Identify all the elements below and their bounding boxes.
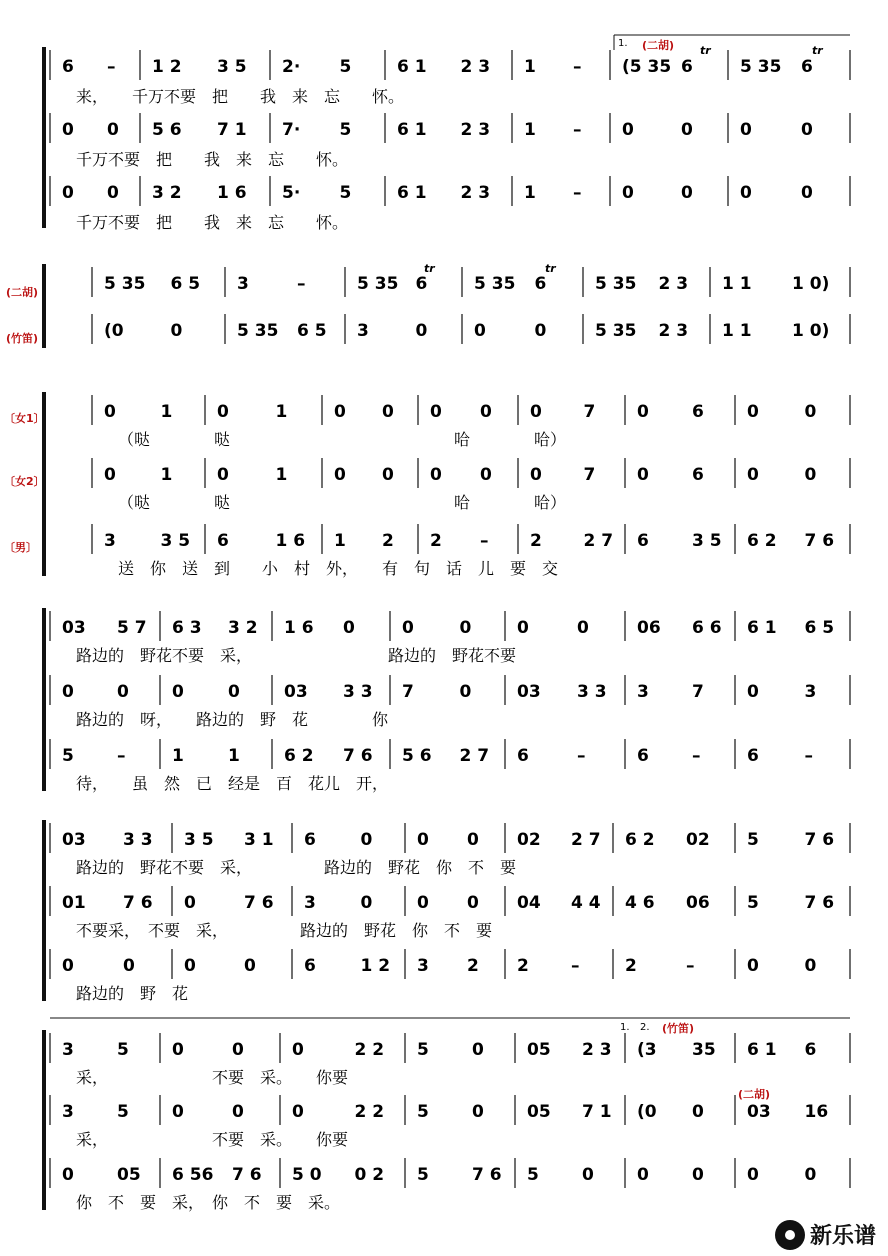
note: 1: [275, 402, 288, 422]
note: 0: [480, 465, 492, 485]
note: 6 56: [172, 1165, 214, 1185]
note: 0 2: [354, 1165, 385, 1185]
lyrics-line: 路边的 呀， 路边的 野 花 你: [76, 710, 389, 729]
note: 0: [232, 1040, 244, 1060]
note: 2: [517, 956, 529, 976]
note: 0: [740, 120, 752, 140]
note: 03: [62, 618, 86, 638]
note: 6: [804, 1040, 817, 1060]
note: 7 6: [804, 830, 835, 850]
note: 2 3: [582, 1040, 612, 1060]
note: 0: [801, 183, 813, 203]
note: 6: [534, 274, 547, 294]
note: 0: [472, 1102, 484, 1122]
note: 0: [170, 321, 183, 341]
note: 2 2: [354, 1102, 385, 1122]
trill-mark: tr: [424, 262, 435, 275]
note: 7 6: [472, 1165, 502, 1185]
note: 3 2: [152, 183, 182, 203]
note: 2 7: [583, 531, 614, 551]
note: 0: [637, 402, 649, 422]
note: 1 0): [792, 274, 830, 294]
note: 6: [692, 402, 704, 422]
note: 3 3: [577, 682, 607, 702]
note: 0: [117, 682, 129, 702]
note: 1: [524, 120, 536, 140]
note: 0: [804, 465, 817, 485]
note: 1: [334, 531, 346, 551]
note: 1 2: [152, 57, 182, 77]
note: 6: [415, 274, 428, 294]
note: 5 6: [152, 120, 182, 140]
note: 0: [417, 893, 429, 913]
note: 0: [334, 465, 346, 485]
note: 6: [517, 746, 529, 766]
note: 5 6: [402, 746, 432, 766]
note: 6: [681, 57, 693, 77]
note: 5 35: [740, 57, 782, 77]
note: 5: [117, 1102, 129, 1122]
note: 0: [534, 321, 547, 341]
note: 0: [681, 120, 693, 140]
note: 6 1: [747, 1040, 777, 1060]
note: –: [573, 57, 582, 77]
note: –: [692, 746, 701, 766]
note: 6: [62, 57, 74, 77]
note: 1: [524, 183, 536, 203]
note: 6 2: [625, 830, 655, 850]
note: 5·: [282, 183, 301, 203]
note: 0: [382, 402, 394, 422]
note: 2 3: [658, 321, 689, 341]
note: 5: [527, 1165, 539, 1185]
lyrics-line: 采， 不要 采。 你要: [76, 1130, 349, 1149]
note: 6: [304, 830, 316, 850]
note: 0: [62, 120, 74, 140]
note: 0: [467, 893, 479, 913]
lyrics-line: 待， 虽 然 已 经是 百 花儿 开，: [76, 774, 389, 793]
note: 0: [430, 465, 442, 485]
note: –: [117, 746, 126, 766]
note: 1 6: [275, 531, 306, 551]
trill-mark: tr: [545, 262, 556, 275]
note: 6 1: [397, 57, 427, 77]
note: 5 35: [104, 274, 146, 294]
note: 02: [517, 830, 541, 850]
note: 06: [637, 618, 661, 638]
volta-1: 1.: [620, 1022, 630, 1033]
note: 5 35: [357, 274, 399, 294]
note: –: [107, 57, 116, 77]
note: 2 7: [571, 830, 601, 850]
note: 1: [524, 57, 536, 77]
note: 2: [530, 531, 542, 551]
note: 0: [382, 465, 394, 485]
male-label: 〔男〕: [4, 541, 37, 554]
note: 5: [339, 57, 352, 77]
note: 0: [62, 183, 74, 203]
note: 2 7: [459, 746, 490, 766]
note: 0: [804, 402, 817, 422]
note: 2: [467, 956, 479, 976]
note: 0: [104, 465, 116, 485]
note: 3 1: [244, 830, 274, 850]
note: 5 7: [117, 618, 147, 638]
note: 6 1: [397, 183, 427, 203]
note: 5: [339, 183, 352, 203]
note: 5: [62, 746, 74, 766]
note: 6 2: [284, 746, 314, 766]
note: 0: [217, 402, 229, 422]
trill-mark: tr: [812, 44, 823, 57]
lyrics-line: 采， 不要 采。 你要: [76, 1068, 349, 1087]
note: 6: [637, 746, 649, 766]
note: 6: [801, 57, 813, 77]
note: 0: [417, 830, 429, 850]
lyrics-line: 不要采， 不要 采， 路边的 野花 你 不 要: [76, 921, 493, 940]
note: 0: [62, 956, 74, 976]
note: 03: [284, 682, 308, 702]
note: 0: [104, 402, 116, 422]
note: 3: [357, 321, 369, 341]
note: 1 0): [792, 321, 830, 341]
note: 7 6: [343, 746, 373, 766]
note: 7: [583, 465, 596, 485]
lyrics-line: 路边的 野花不要 采， 路边的 野花 你 不 要: [76, 858, 517, 877]
note: 6: [637, 531, 649, 551]
note: 0: [530, 465, 542, 485]
note: 3: [62, 1102, 74, 1122]
note: 3 3: [343, 682, 373, 702]
lyrics-line: 来， 千万不要 把 我 来 忘 怀。: [76, 87, 405, 106]
note: 6 1: [397, 120, 427, 140]
note: 0: [804, 1165, 817, 1185]
note: 0: [681, 183, 693, 203]
note: (0: [637, 1102, 657, 1122]
record-disc-icon: [775, 1220, 805, 1250]
note: 05: [527, 1040, 551, 1060]
note: 0: [430, 402, 442, 422]
note: 6 5: [804, 618, 835, 638]
note: 2: [625, 956, 637, 976]
note: 1: [275, 465, 288, 485]
lyrics-line: （哒 哒 哈 哈）: [118, 430, 567, 449]
note: 0: [577, 618, 589, 638]
note: 3: [304, 893, 316, 913]
note: 5: [747, 830, 759, 850]
note: 0: [228, 682, 240, 702]
note: 1 2: [360, 956, 391, 976]
note: 0: [747, 956, 759, 976]
note: 3 5: [692, 531, 722, 551]
note: –: [573, 183, 582, 203]
dizi-label: (竹笛): [6, 332, 39, 345]
note: 0: [480, 402, 492, 422]
note: 0: [107, 183, 119, 203]
note: 0: [107, 120, 119, 140]
note: 7 1: [217, 120, 247, 140]
note: 6 5: [297, 321, 327, 341]
note: 7 6: [804, 531, 835, 551]
note: 7: [402, 682, 414, 702]
note: 2·: [282, 57, 301, 77]
note: 0: [415, 321, 428, 341]
note: 0: [217, 465, 229, 485]
note: 6 2: [747, 531, 777, 551]
note: 0: [622, 183, 634, 203]
note: 6: [692, 465, 704, 485]
note: 35: [692, 1040, 716, 1060]
note: 7 6: [123, 893, 153, 913]
note: 3 3: [123, 830, 153, 850]
note: 0: [292, 1102, 304, 1122]
note: 16: [804, 1102, 829, 1122]
lyrics-line: 送 你 送 到 小 村 外， 有 句 话 儿 要 交: [118, 559, 559, 578]
note: 5 35: [237, 321, 279, 341]
volta-1: 1.: [618, 38, 628, 49]
note: 0: [747, 402, 759, 422]
note: 0: [747, 682, 759, 702]
female1-label: 〔女1〕: [4, 412, 45, 425]
note: 0: [801, 120, 813, 140]
note: 4 4: [571, 893, 601, 913]
note: 3 5: [160, 531, 191, 551]
note: 7 6: [232, 1165, 262, 1185]
note: 3 2: [228, 618, 258, 638]
logo-text: 新乐谱: [809, 1224, 876, 1249]
note: 7: [692, 682, 704, 702]
note: 6 6: [692, 618, 722, 638]
note: 1: [160, 465, 173, 485]
lyrics-line: 你 不 要 采， 你 不 要 采。: [76, 1193, 341, 1212]
note: 0: [184, 893, 196, 913]
note: 6: [304, 956, 316, 976]
note: 2: [430, 531, 442, 551]
note: 2 3: [460, 57, 491, 77]
note: 5: [339, 120, 352, 140]
note: 0: [184, 956, 196, 976]
note: 0: [472, 1040, 484, 1060]
note: 0: [692, 1165, 704, 1185]
note: 1 6: [217, 183, 247, 203]
note: 6 3: [172, 618, 202, 638]
site-logo: [775, 1219, 876, 1250]
note: 7 6: [804, 893, 835, 913]
lyrics-line: （哒 哒 哈 哈）: [118, 493, 567, 512]
note: –: [577, 746, 586, 766]
note: 1: [228, 746, 240, 766]
note: 0: [244, 956, 256, 976]
note: 0: [740, 183, 752, 203]
note: 0: [747, 1165, 759, 1185]
note: 0: [474, 321, 486, 341]
note: 0: [172, 682, 184, 702]
erhu-label: (二胡): [6, 286, 39, 299]
note: 2 3: [658, 274, 689, 294]
note: 6: [217, 531, 229, 551]
note: 6 1: [747, 618, 777, 638]
note: 0: [62, 1165, 74, 1185]
note: 3: [237, 274, 249, 294]
note: 03: [517, 682, 541, 702]
note: 1 6: [284, 618, 314, 638]
note: 0: [123, 956, 135, 976]
note: 0: [172, 1102, 184, 1122]
erhu-label: (二胡): [642, 39, 675, 52]
note: 3 5: [217, 57, 247, 77]
note: –: [297, 274, 306, 294]
note: 0: [517, 618, 529, 638]
note: 5: [417, 1165, 429, 1185]
note: 3: [417, 956, 429, 976]
note: 2 3: [460, 183, 491, 203]
note: 03: [62, 830, 86, 850]
note: 0: [804, 956, 817, 976]
note: 0: [360, 830, 373, 850]
note: 5: [747, 893, 759, 913]
note: 0: [334, 402, 346, 422]
note: 01: [62, 893, 86, 913]
note: –: [573, 120, 582, 140]
note: 0: [582, 1165, 594, 1185]
note: 1 1: [722, 321, 752, 341]
female2-label: 〔女2〕: [4, 475, 45, 488]
dizi-label: (竹笛): [662, 1022, 695, 1035]
note: 1 1: [722, 274, 752, 294]
note: 1: [172, 746, 184, 766]
note: 2 2: [354, 1040, 385, 1060]
note: 3: [104, 531, 116, 551]
note: 7·: [282, 120, 301, 140]
note: 5 35: [595, 274, 637, 294]
trill-mark: tr: [700, 44, 711, 57]
note: 3: [637, 682, 649, 702]
note: –: [686, 956, 695, 976]
note: 05: [117, 1165, 141, 1185]
note: 0: [402, 618, 414, 638]
note: (0: [104, 321, 124, 341]
note: 7: [583, 402, 596, 422]
note: 0: [467, 830, 479, 850]
note: 05: [527, 1102, 551, 1122]
note: 5: [417, 1040, 429, 1060]
note: 2 3: [460, 120, 491, 140]
note: (3: [637, 1040, 657, 1060]
note: 0: [530, 402, 542, 422]
note: 0: [692, 1102, 704, 1122]
note: 5: [117, 1040, 129, 1060]
note: 3: [62, 1040, 74, 1060]
note: 0: [292, 1040, 304, 1060]
note: 7 6: [244, 893, 274, 913]
note: 02: [686, 830, 710, 850]
note: 7 1: [582, 1102, 612, 1122]
lyrics-line: 千万不要 把 我 来 忘 怀。: [76, 213, 349, 232]
note: 3 5: [184, 830, 214, 850]
note: 03: [747, 1102, 771, 1122]
note: 0: [747, 465, 759, 485]
note: 6: [747, 746, 759, 766]
note: 04: [517, 893, 541, 913]
lyrics-line: 路边的 野花不要 采， 路边的 野花不要: [76, 646, 517, 665]
note: 5: [417, 1102, 429, 1122]
volta-2: 2.: [640, 1022, 650, 1033]
erhu-label: (二胡): [738, 1088, 771, 1101]
note: 6 5: [170, 274, 201, 294]
note: 06: [686, 893, 710, 913]
lyrics-line: 路边的 野 花: [76, 984, 189, 1003]
note: 0: [232, 1102, 244, 1122]
note: 0: [637, 465, 649, 485]
note: 3: [804, 682, 817, 702]
note: (5 35: [622, 57, 672, 77]
note: 0: [459, 682, 472, 702]
note: –: [804, 746, 813, 766]
note: 5 0: [292, 1165, 322, 1185]
note: 0: [360, 893, 373, 913]
note: 5 35: [595, 321, 637, 341]
note: –: [480, 531, 489, 551]
note: 0: [62, 682, 74, 702]
note: 1: [160, 402, 173, 422]
note: 4 6: [625, 893, 655, 913]
note: 0: [459, 618, 472, 638]
note: 0: [343, 618, 355, 638]
note: 5 35: [474, 274, 516, 294]
lyrics-line: 千万不要 把 我 来 忘 怀。: [76, 150, 349, 169]
note: 0: [622, 120, 634, 140]
note: 2: [382, 531, 394, 551]
note: 0: [637, 1165, 649, 1185]
note: 0: [172, 1040, 184, 1060]
note: –: [571, 956, 580, 976]
